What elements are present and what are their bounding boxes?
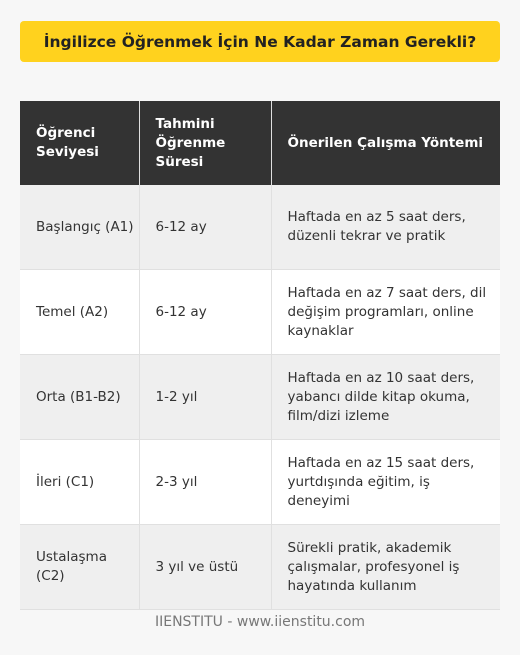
cell-duration: 6-12 ay xyxy=(139,270,271,355)
table-row xyxy=(20,355,500,440)
cell-level: Başlangıç (A1) xyxy=(20,185,139,270)
cell-level: Temel (A2) xyxy=(20,270,139,355)
study-duration-table xyxy=(20,101,500,610)
cell-duration: 2-3 yıl xyxy=(139,440,271,525)
cell-duration: 6-12 ay xyxy=(139,185,271,270)
cell-method: Haftada en az 7 saat ders, dil değişim programları, online kaynaklar xyxy=(271,270,500,355)
header-student-level: Öğrenci Seviyesi xyxy=(20,101,139,185)
page-title: İngilizce Öğrenmek İçin Ne Kadar Zaman Gerekli? xyxy=(43,32,477,51)
page-title-banner xyxy=(20,21,500,62)
table-row xyxy=(20,440,500,525)
cell-method: Haftada en az 15 saat ders, yurtdışında eğitim, iş deneyimi xyxy=(271,440,500,525)
footer-credit: IIENSTITU - www.iienstitu.com xyxy=(154,614,366,630)
header-study-method: Önerilen Çalışma Yöntemi xyxy=(271,101,500,185)
cell-duration: 3 yıl ve üstü xyxy=(139,525,271,610)
header-estimated-duration: Tahmini Öğrenme Süresi xyxy=(139,101,271,185)
table-row xyxy=(20,185,500,270)
table-row xyxy=(20,270,500,355)
cell-level: Ustalaşma (C2) xyxy=(20,525,139,610)
cell-method: Haftada en az 5 saat ders, düzenli tekrar ve pratik xyxy=(271,185,500,270)
cell-method: Haftada en az 10 saat ders, yabancı dilde kitap okuma, film/dizi izleme xyxy=(271,355,500,440)
cell-level: Orta (B1-B2) xyxy=(20,355,139,440)
table-row xyxy=(20,525,500,610)
cell-level: İleri (C1) xyxy=(20,440,139,525)
table-header-row xyxy=(20,101,500,185)
cell-duration: 1-2 yıl xyxy=(139,355,271,440)
cell-method: Sürekli pratik, akademik çalışmalar, profesyonel iş hayatında kullanım xyxy=(271,525,500,610)
